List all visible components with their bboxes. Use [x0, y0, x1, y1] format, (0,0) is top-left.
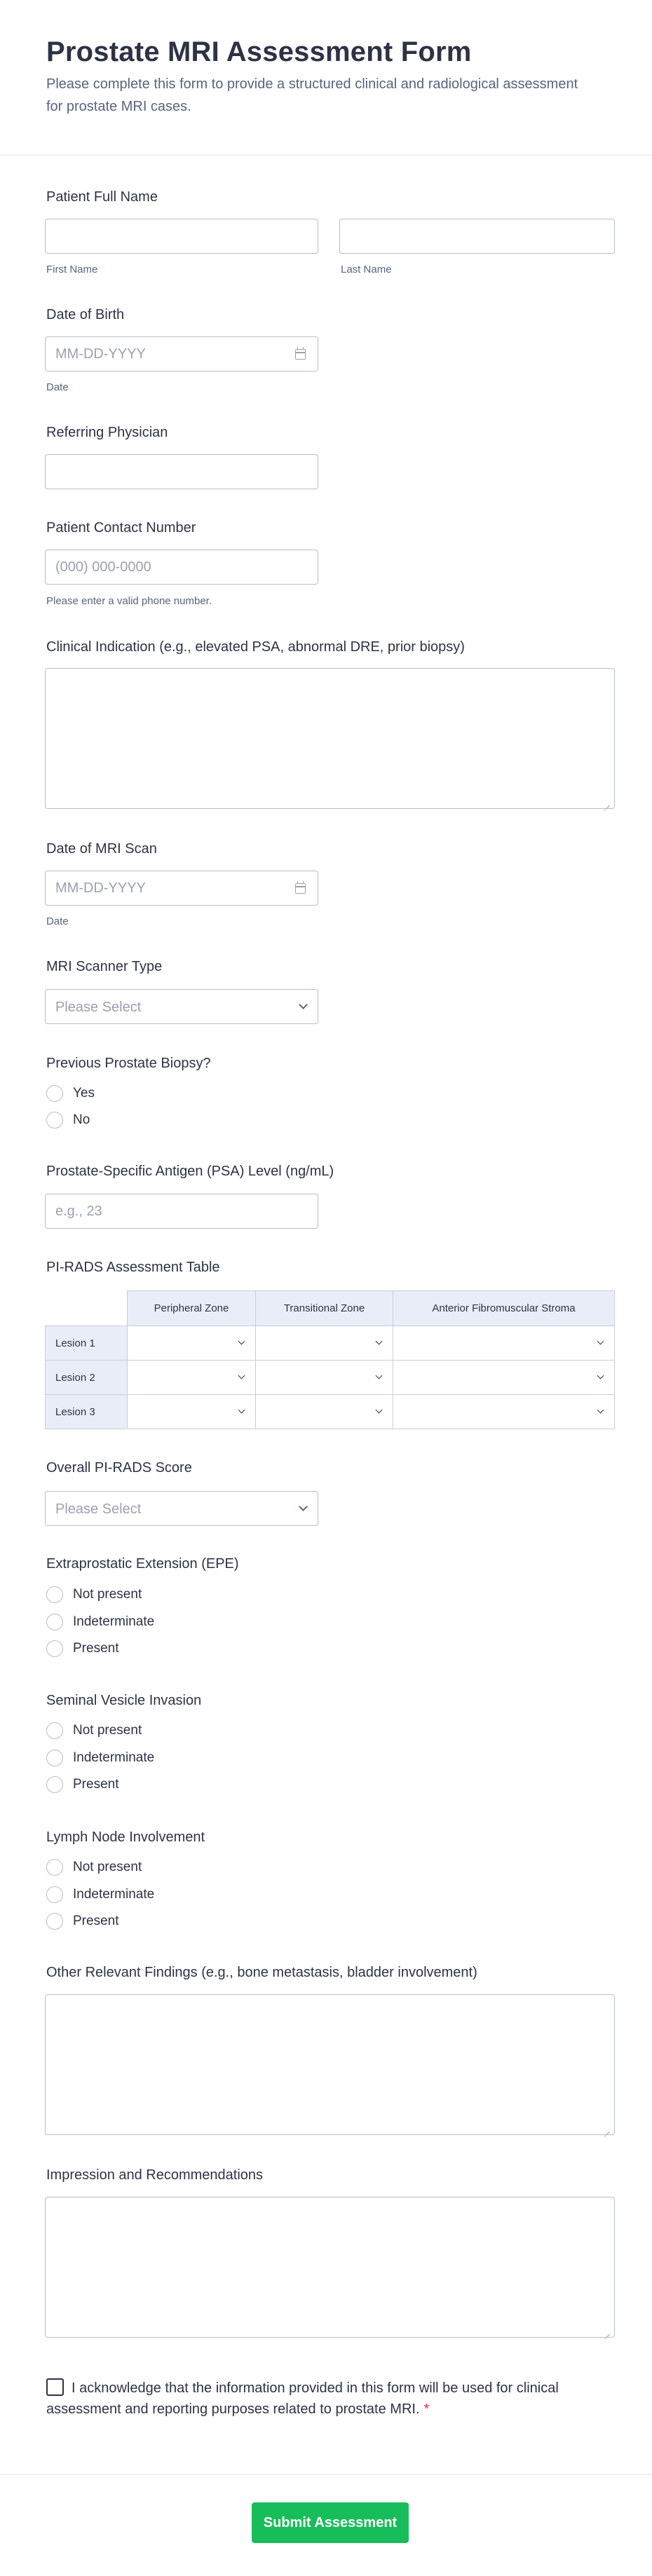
radio-button[interactable] — [46, 1586, 63, 1603]
matrix-dropdown[interactable] — [128, 1395, 256, 1429]
row-header: Lesion 2 — [46, 1361, 128, 1395]
radio-label: Indeterminate — [73, 1750, 155, 1765]
matrix-dropdown[interactable] — [393, 1361, 615, 1395]
first-name-sublabel: First Name — [46, 264, 98, 275]
dob-input[interactable] — [45, 336, 318, 372]
radio-label: Not present — [73, 1860, 142, 1874]
chevron-down-icon — [299, 1502, 308, 1511]
radio-button[interactable] — [46, 1750, 63, 1766]
column-header: Anterior Fibromuscular Stroma — [393, 1291, 615, 1326]
scanner-type-select[interactable] — [45, 989, 318, 1024]
radio-label: No — [73, 1112, 90, 1127]
matrix-dropdown[interactable] — [256, 1326, 393, 1361]
matrix-dropdown[interactable] — [393, 1395, 615, 1429]
lymph-option-not-present[interactable] — [46, 1858, 142, 1876]
radio-button[interactable] — [46, 1859, 63, 1876]
last-name-input[interactable] — [339, 219, 615, 254]
calendar-icon[interactable] — [295, 349, 306, 360]
chevron-down-icon — [376, 1338, 383, 1345]
column-header: Peripheral Zone — [128, 1291, 256, 1326]
matrix-dropdown[interactable] — [393, 1326, 615, 1361]
contact-label: Patient Contact Number — [46, 520, 196, 536]
footer-divider — [0, 2474, 652, 2475]
patient-name-label: Patient Full Name — [46, 189, 158, 205]
acknowledge-label: I acknowledge that the information provided in this form will be used for clinical assessment and reporting purposes related to prostate MRI. — [46, 2380, 559, 2417]
matrix-dropdown[interactable] — [256, 1361, 393, 1395]
clinical-indication-label: Clinical Indication (e.g., elevated PSA, abnormal DRE, prior biopsy) — [46, 639, 465, 655]
overall-pirads-placeholder: Please Select — [55, 1501, 142, 1517]
resize-grip-icon[interactable] — [603, 2327, 610, 2334]
other-findings-textarea[interactable] — [45, 1994, 615, 2135]
radio-label: Present — [73, 1777, 119, 1792]
table-corner — [46, 1291, 128, 1326]
chevron-down-icon — [299, 1000, 308, 1009]
radio-button[interactable] — [46, 1614, 63, 1630]
overall-pirads-label: Overall PI-RADS Score — [46, 1460, 192, 1476]
radio-button[interactable] — [46, 1722, 63, 1739]
table-row — [46, 1361, 615, 1395]
referring-physician-input[interactable] — [45, 454, 318, 489]
form-title: Prostate MRI Assessment Form — [46, 36, 472, 67]
resize-grip-icon[interactable] — [603, 798, 610, 805]
other-findings-label: Other Relevant Findings (e.g., bone metastasis, bladder involvement) — [46, 1965, 477, 1980]
first-name-input[interactable] — [45, 219, 318, 254]
radio-label: Present — [73, 1641, 119, 1656]
table-row — [46, 1395, 615, 1429]
matrix-dropdown[interactable] — [128, 1326, 256, 1361]
clinical-indication-textarea[interactable] — [45, 668, 615, 809]
radio-button[interactable] — [46, 1112, 63, 1129]
psa-label: Prostate-Specific Antigen (PSA) Level (ng/mL) — [46, 1164, 334, 1179]
row-header: Lesion 1 — [46, 1326, 128, 1361]
submit-button[interactable]: Submit Assessment — [252, 2502, 409, 2543]
last-name-sublabel: Last Name — [341, 264, 392, 275]
radio-label: Not present — [73, 1723, 142, 1738]
psa-input[interactable] — [45, 1194, 318, 1229]
chevron-down-icon — [238, 1407, 245, 1414]
epe-option-present[interactable] — [46, 1640, 118, 1658]
lymph-label: Lymph Node Involvement — [46, 1829, 205, 1845]
lymph-option-present[interactable] — [46, 1912, 118, 1930]
mri-date-label: Date of MRI Scan — [46, 841, 157, 857]
pirads-table-label: PI-RADS Assessment Table — [46, 1260, 220, 1275]
biopsy-option-yes[interactable] — [46, 1084, 95, 1103]
chevron-down-icon — [597, 1338, 604, 1345]
radio-button[interactable] — [46, 1776, 63, 1793]
overall-pirads-select[interactable] — [45, 1491, 318, 1526]
radio-label: Not present — [73, 1587, 142, 1602]
contact-input[interactable] — [45, 550, 318, 585]
matrix-dropdown[interactable] — [128, 1361, 256, 1395]
svi-option-present[interactable] — [46, 1776, 118, 1794]
radio-button[interactable] — [46, 1913, 63, 1930]
radio-button[interactable] — [46, 1085, 63, 1102]
radio-label: Indeterminate — [73, 1614, 155, 1629]
mri-date-sublabel: Date — [46, 915, 69, 927]
lymph-option-indeterminate[interactable] — [46, 1886, 154, 1904]
form-description: Please complete this form to provide a structured clinical and radiological assessment for prostate MRI cases. — [46, 76, 578, 114]
chevron-down-icon — [597, 1372, 604, 1379]
previous-biopsy-label: Previous Prostate Biopsy? — [46, 1056, 211, 1071]
dob-sublabel: Date — [46, 381, 69, 393]
scanner-type-placeholder: Please Select — [55, 1000, 142, 1015]
mri-date-input[interactable] — [45, 871, 318, 906]
resize-grip-icon[interactable] — [603, 2125, 610, 2132]
column-header: Transitional Zone — [256, 1291, 393, 1326]
scanner-type-label: MRI Scanner Type — [46, 959, 163, 974]
radio-label: Yes — [73, 1086, 95, 1100]
svi-option-indeterminate[interactable] — [46, 1749, 154, 1767]
chevron-down-icon — [238, 1338, 245, 1345]
table-row — [46, 1326, 615, 1361]
svi-option-not-present[interactable] — [46, 1722, 142, 1740]
biopsy-option-no[interactable] — [46, 1111, 90, 1129]
chevron-down-icon — [376, 1372, 383, 1379]
contact-sublabel: Please enter a valid phone number. — [46, 595, 212, 607]
row-header: Lesion 3 — [46, 1395, 128, 1429]
impression-textarea[interactable] — [45, 2197, 615, 2338]
chevron-down-icon — [376, 1407, 383, 1414]
chevron-down-icon — [597, 1407, 604, 1414]
radio-label: Present — [73, 1914, 119, 1928]
svi-label: Seminal Vesicle Invasion — [46, 1693, 202, 1708]
epe-label: Extraprostatic Extension (EPE) — [46, 1556, 239, 1572]
radio-button[interactable] — [46, 1886, 63, 1903]
impression-label: Impression and Recommendations — [46, 2167, 264, 2183]
matrix-dropdown[interactable] — [256, 1395, 393, 1429]
epe-option-not-present[interactable] — [46, 1586, 142, 1604]
dob-label: Date of Birth — [46, 307, 125, 322]
radio-label: Indeterminate — [73, 1887, 155, 1902]
acknowledge-text — [46, 2378, 586, 2420]
epe-option-indeterminate[interactable] — [46, 1613, 154, 1631]
chevron-down-icon — [238, 1372, 245, 1379]
radio-button[interactable] — [46, 1640, 63, 1657]
pirads-assessment-table — [45, 1290, 615, 1429]
calendar-icon[interactable] — [295, 883, 306, 894]
referring-physician-label: Referring Physician — [46, 425, 168, 440]
form-header — [0, 0, 652, 156]
required-mark: * — [423, 2401, 430, 2417]
